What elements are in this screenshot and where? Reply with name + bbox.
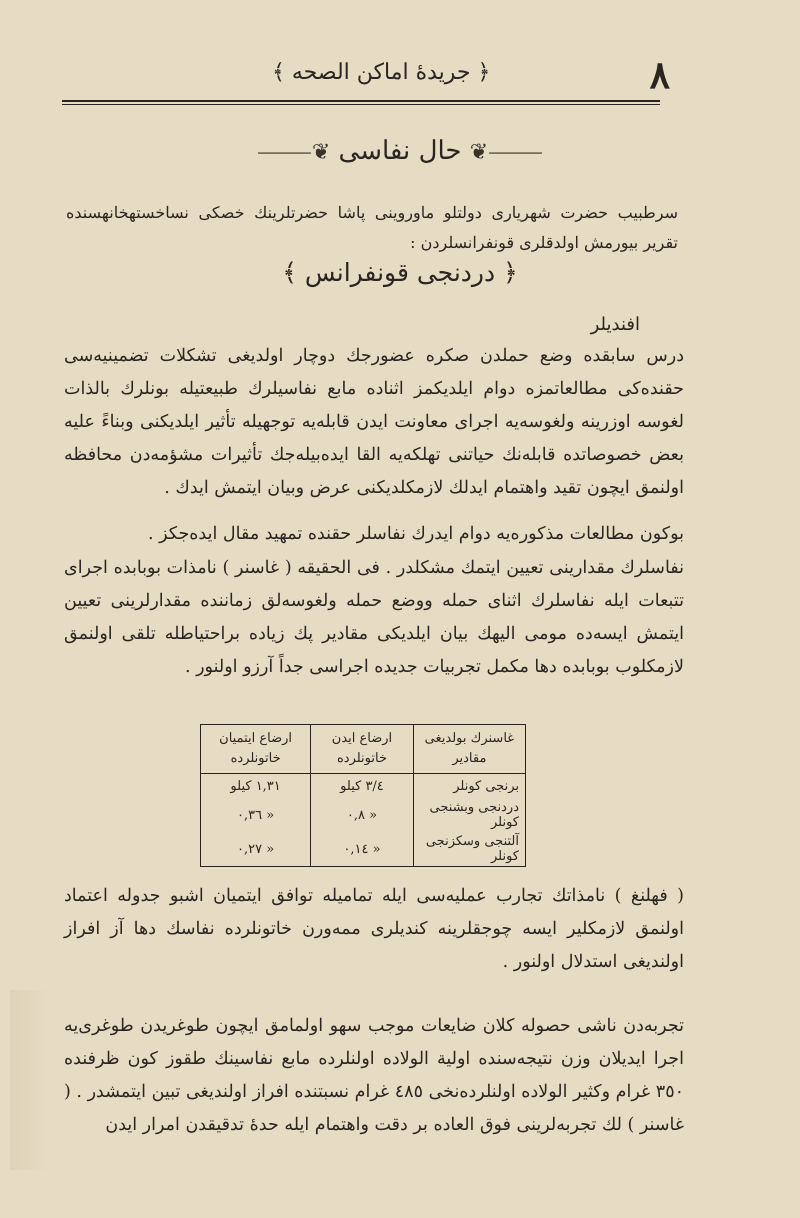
paragraph-1: درس سابقده وضع حملدن صکره عضورجك دوچار اولدیغی تشکلات تضمینیه‌سی حقنده‌کی مطالعاتمزه دوام ایلدیکمز اثناده مابع نفاسیلرك طبیعتیله بونلرك بالذات لغوسه اوزرینه ولغوسه‌یه اجرای معاونت ایدن قابله‌یه توجهیله تأثیر ایلدیکنی وبناءً علیه بعض خصوصاتده قابله‌نك حیاتنی تهلکه‌یه القا ایده‌بیله‌جك تأثیرات مشؤمه‌دن محافظه اولنمق ایچون تقید واهتمام ایدلك لازمکلدیکنی عرض وبیان ایتمش ایدك . (64, 346, 684, 498)
table-header: ارضاع ایتمیان خاتونلرده (201, 725, 311, 774)
table-cell-label: دردنجی وبشنجی کونلر (413, 798, 525, 832)
table-header-row (201, 725, 526, 774)
paragraph-4: ( فهلنغ ) نامذاتك تجارب عملیه‌سی ایله تمامیله توافق ایتمیان اشبو جدوله اعتماد اولنمق لازمکلیر ایسه چوجقلرینه کندیلری ممه‌ورن خاتونلرده نفاسك دها آز افراز اولندیغی استدلال اولنور . (64, 886, 684, 972)
paragraph-2: بوکون مطالعات مذکوره‌یه دوام ایدرك نفاسلر حقنده تمهید مقال ایده‌جکز . (148, 524, 684, 544)
table-cell: ٣/٤ کیلو (311, 774, 414, 799)
table-cell-label: آلتنجی وسکزنجی کونلر (413, 832, 525, 867)
paragraph-5: تجربه‌دن ناشی حصوله کلان ضایعات موجب سهو اولمامق ایچون طوغریدن طوغری‌یه اجرا ایدیلان وزن نتیجه‌سنده اولیة الولاده اولنلرده مابع نفاسینك طقوز کون ظرفنده ٣٥٠ غرام وکثیر الولاده اولنلرده‌نخی ٤٨٥ غرام نسبتنده افراز اولندیغی تبین ایتمشدر . ( غاسنر ) لك تجربه‌لرینی فوق العاده بر دقت واهتمام ایله حدهٔ تدقیقدن امرار ایدن (64, 1016, 684, 1135)
page-header (62, 52, 670, 100)
ornament-left-icon: ⸻❦ (469, 140, 544, 165)
table-cell: ١,٣١ کیلو (201, 774, 311, 799)
page-number: ٨ (649, 52, 670, 97)
table-header: غاسنرك بولدیغی مقادیر (413, 725, 525, 774)
paragraph-3: نفاسلرك مقدارینی تعیین ایتمك مشکلدر . فی الحقیقه ( غاسنر ) نامذات بوبابده اجرای تتبعات ایله نفاسلرك اثنای حمله ووضع حمله ولغوسه‌لق زماننده مقدارلرینی تعیین ایتمش ایسه‌ده مومی الیهك بیان ایلدیکی مقادیر پك زیاده براحتیاطله تلقی اولنمق لازمکلوب بوبابده دها مکمل تجربیات جدیده اجراسی جداً آرزو اولنور . (64, 558, 684, 677)
salutation: افندیلر (590, 314, 640, 335)
ornament-right-icon: ❦⸻ (256, 140, 331, 165)
table-header: ارضاع ایدن خاتونلرده (311, 725, 414, 774)
table-row (201, 832, 526, 867)
table-row (201, 798, 526, 832)
page-edge-shadow (10, 990, 50, 1170)
table-cell: ٠,٨ » (311, 798, 414, 832)
table-cell: ٠,١٤ » (311, 832, 414, 867)
intro-paragraph: سرطبیب حضرت شهریاری دولتلو ماوروینی پاشا حضرتلرینك خصکی نساخستهخانهسنده تقریر بیورمش اولدقلری قونفرانسلردن : (66, 203, 678, 252)
section-title: حال نفاسی (338, 136, 462, 166)
table-cell: ٠,٣٦ » (201, 798, 311, 832)
header-rule (62, 100, 660, 105)
running-head: ﴿ جريدهٔ اماكن الصحه ﴾ (272, 60, 491, 85)
conference-title: ﴿ دردنجی قونفرانس ﴾ (282, 258, 518, 287)
table-row (201, 774, 526, 799)
section-title-block (0, 135, 800, 166)
table-cell-label: برنجی کونلر (413, 774, 525, 799)
data-table (200, 724, 526, 867)
table-cell: ٠,٢٧ » (201, 832, 311, 867)
